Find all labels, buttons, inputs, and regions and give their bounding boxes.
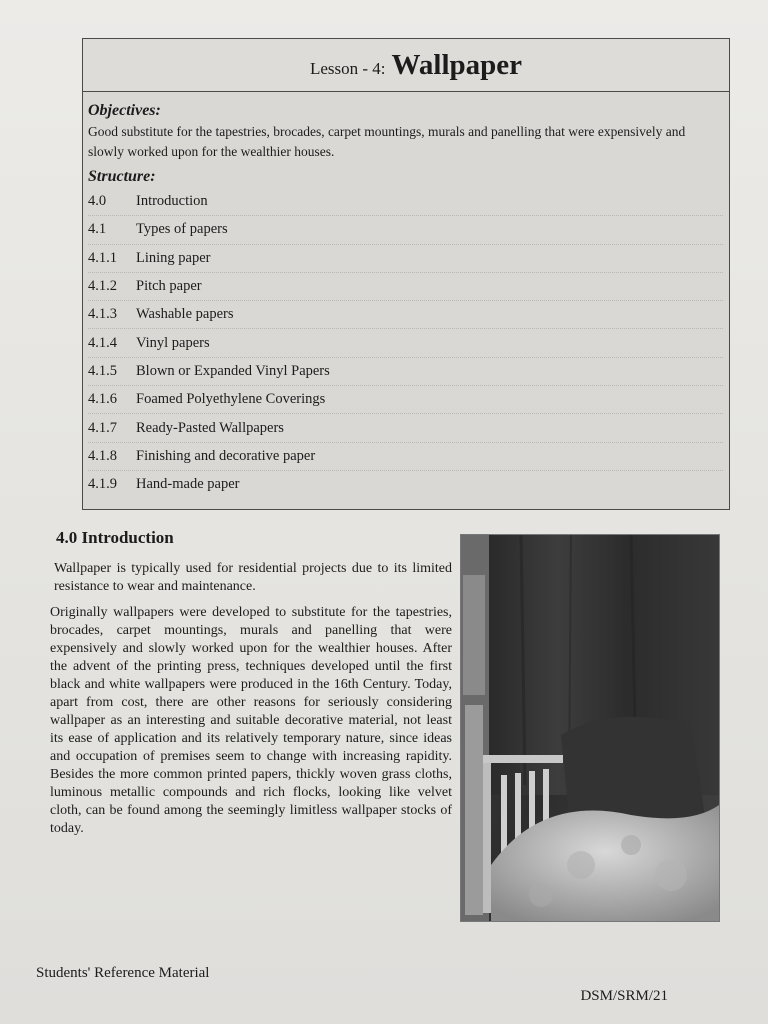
structure-item-label: Lining paper xyxy=(136,249,211,266)
structure-item-label: Hand-made paper xyxy=(136,476,240,493)
lesson-title-row xyxy=(83,39,729,92)
structure-item-label: Ready-Pasted Wallpapers xyxy=(136,419,284,436)
structure-item-label: Finishing and decorative paper xyxy=(136,447,316,464)
footer-right-text: DSM/SRM/21 xyxy=(580,988,668,1004)
structure-list xyxy=(88,188,723,498)
introduction-paragraph: Wallpaper is typically used for residential projects due to its limited resistance to wear and maintenance. xyxy=(54,561,452,594)
lesson-body xyxy=(83,92,729,498)
structure-item-label: Types of papers xyxy=(136,221,228,238)
structure-list-item xyxy=(88,244,723,272)
objectives-text: Good substitute for the tapestries, brocades, carpet mountings, murals and panelling that were expensively and slowly worked upon for the wealthier houses. xyxy=(88,124,686,159)
lesson-number: Lesson - 4: xyxy=(309,59,386,78)
structure-item-number: 4.1.2 xyxy=(88,278,117,295)
structure-list-item xyxy=(88,328,723,356)
structure-item-label: Vinyl papers xyxy=(136,334,210,351)
structure-list-item xyxy=(88,413,723,441)
structure-item-label: Introduction xyxy=(136,193,208,210)
structure-item-number: 4.0 xyxy=(88,193,107,210)
structure-item-label: Pitch paper xyxy=(136,278,202,295)
structure-list-item xyxy=(88,188,723,215)
structure-item-number: 4.1.1 xyxy=(88,249,117,266)
structure-list-item xyxy=(88,385,723,413)
structure-item-label: Washable papers xyxy=(136,306,234,323)
structure-item-number: 4.1 xyxy=(88,221,107,238)
lesson-header-box xyxy=(82,38,730,510)
structure-item-number: 4.1.7 xyxy=(88,419,117,436)
structure-item-number: 4.1.8 xyxy=(88,447,117,464)
bedroom-photo-image xyxy=(461,535,719,921)
structure-item-number: 4.1.3 xyxy=(88,306,117,323)
introduction-paragraph: Originally wallpapers were developed to substitute for the tapestries, brocades, carpet mountings, murals and panelling that were expensively and slowly worked upon for the wealthier houses. After the advent of the printing press, techniques developed until the first black and white wallpapers were produced in the 16th Century. Today, apart from cost, there are other reasons for seriously considering wallpaper as an interesting and suitable decorative material, not least its ease of application and its relatively temporary nature, since ideas and occupation of premises seem to change with increasing rapidity. Besides the more common printed papers, thickly woven grass cloths, luminous metallic compounds and rich flocks, looking like velvet cloth, can be found among the seemingly limitless wallpaper stocks of today. xyxy=(50,605,452,836)
structure-list-item xyxy=(88,300,723,328)
structure-item-label: Foamed Polyethylene Coverings xyxy=(136,391,326,408)
structure-list-item xyxy=(88,215,723,243)
structure-item-number: 4.1.9 xyxy=(88,476,117,493)
wallpaper-room-photo xyxy=(460,534,720,922)
structure-item-number: 4.1.5 xyxy=(88,362,117,379)
lesson-title: Wallpaper xyxy=(391,48,523,81)
structure-heading: Structure: xyxy=(88,168,156,185)
introduction-section xyxy=(42,528,452,846)
footer-left-text: Students' Reference Material xyxy=(36,965,210,981)
introduction-heading: 4.0 Introduction xyxy=(56,528,174,547)
structure-item-label: Blown or Expanded Vinyl Papers xyxy=(136,362,330,379)
objectives-heading: Objectives: xyxy=(88,102,161,119)
structure-list-item xyxy=(88,442,723,470)
structure-list-item xyxy=(88,357,723,385)
structure-item-number: 4.1.6 xyxy=(88,391,117,408)
structure-list-item xyxy=(88,470,723,498)
structure-list-item xyxy=(88,272,723,300)
structure-item-number: 4.1.4 xyxy=(88,334,117,351)
